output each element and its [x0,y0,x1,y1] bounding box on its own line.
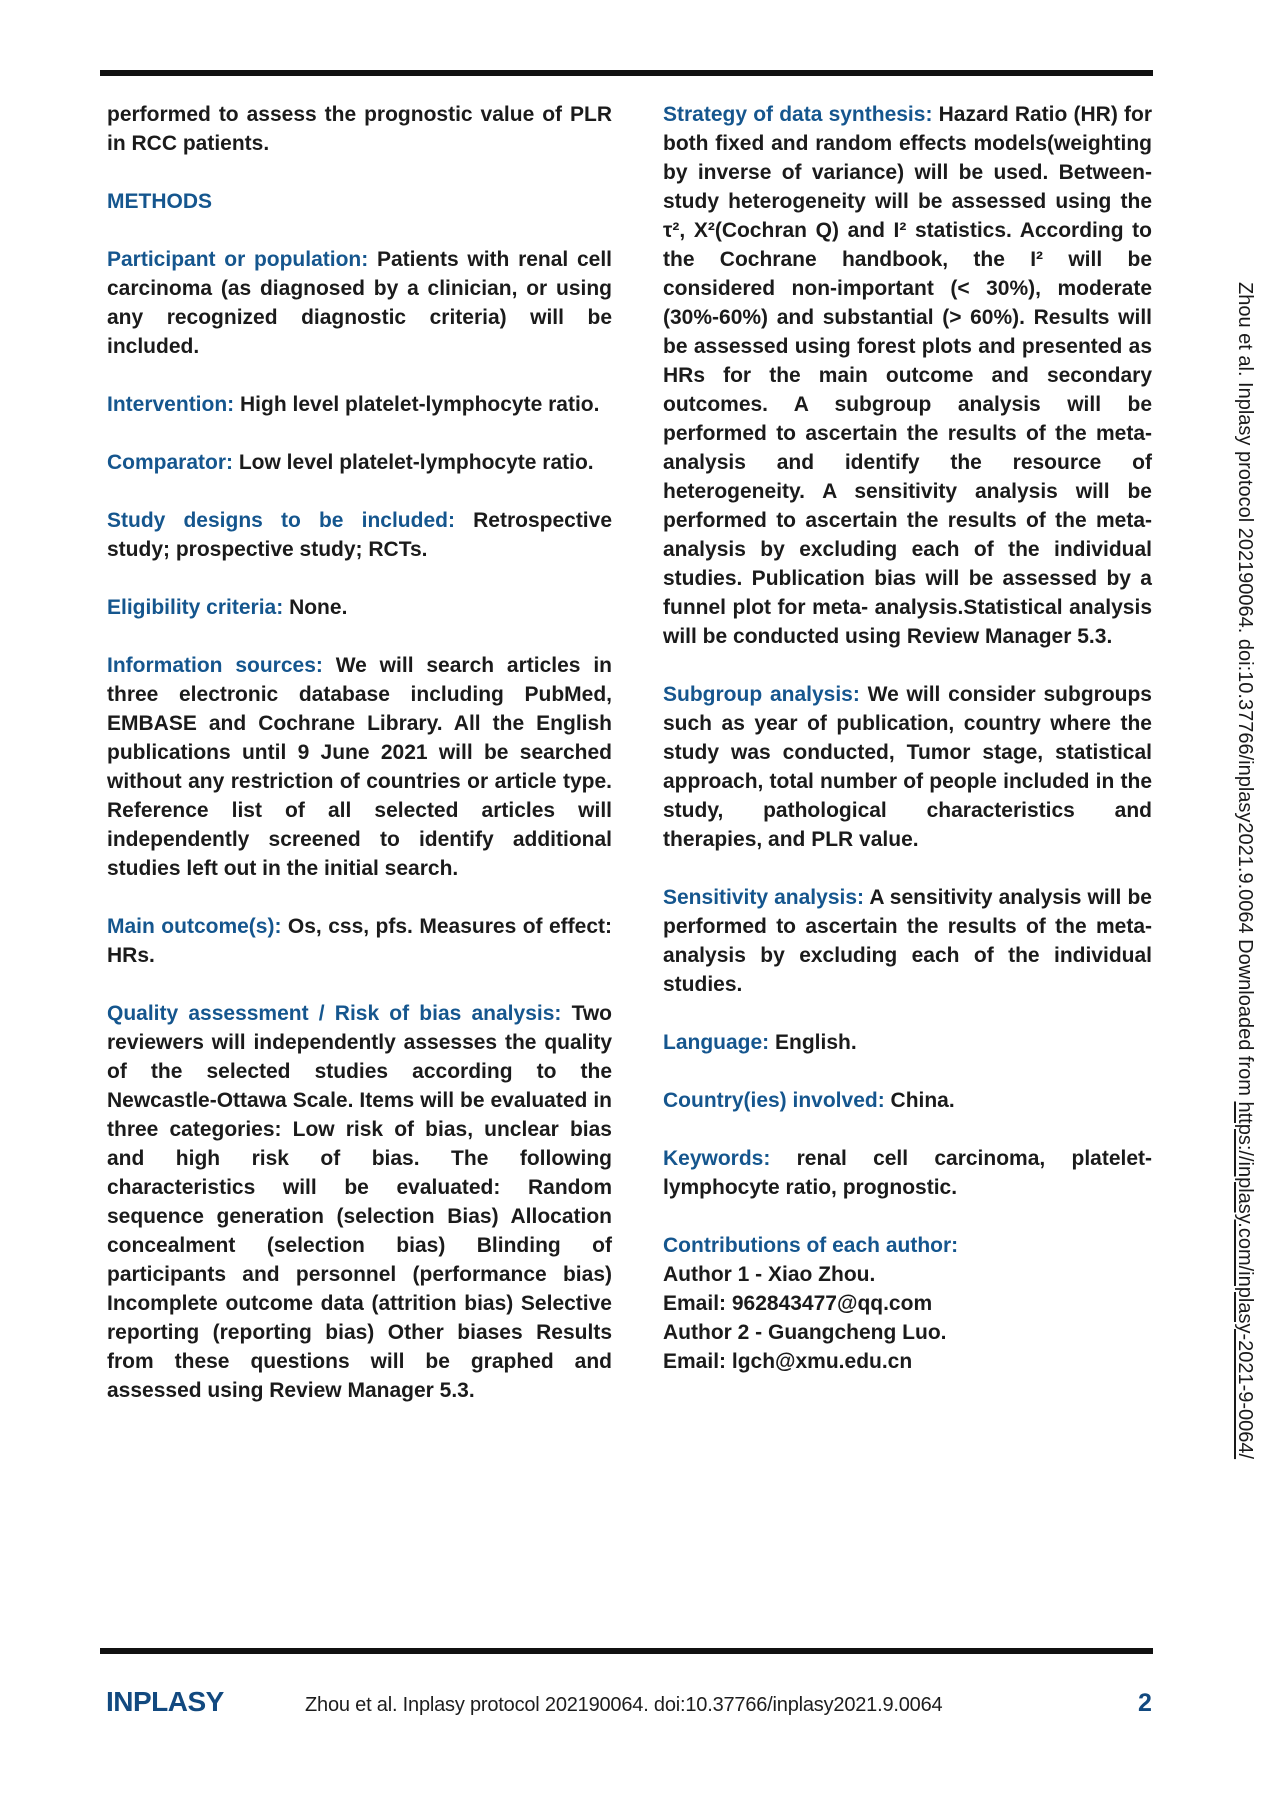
section-text: English. [775,1031,857,1054]
paragraph [663,1231,1152,1376]
section-text: Two reviewers will independently assesses the quality of the selected studies according to the Newcastle-Ottawa Scale. Items will be evaluated in three categories: Low risk of bias, unclear bias and high risk of bias. The following characteristics will be evaluated: Random sequence generation (selection Bias) Allocation concealment (selection bias) Blinding of participants and personnel (performance bias) Incomplete outcome data (attrition bias) Selective reporting (reporting bias) Other biases Results from these questions will be graphed and assessed using Review Manager 5.3. [107,1002,612,1402]
paragraph [663,1086,1152,1115]
paragraph [107,912,612,970]
right-column [663,100,1152,1405]
section-text: China. [890,1089,955,1112]
paragraph [663,100,1152,651]
section-heading: Strategy of data synthesis: [663,103,939,126]
author-line: Author 2 - Guangcheng Luo. [663,1321,947,1344]
section-text: High level platelet-lymphocyte ratio. [240,393,600,416]
inplasy-logo: INPLASY [106,1686,224,1717]
sidebar-citation [1233,282,1257,1612]
section-heading: METHODS [107,190,212,213]
paragraph [107,187,612,216]
section-text: None. [289,596,348,619]
paragraph [107,506,612,564]
page-number: 2 [1138,1689,1152,1717]
section-heading: Main outcome(s): [107,915,288,938]
section-heading: Contributions of each author: [663,1234,959,1257]
section-heading: Language: [663,1031,776,1054]
left-column [107,100,612,1434]
section-heading: Subgroup analysis: [663,683,868,706]
section-text: performed to assess the prognostic value of PLR in RCC patients. [107,103,612,155]
section-text: Low level platelet-lymphocyte ratio. [238,451,594,474]
section-heading: Keywords: [663,1147,797,1170]
paragraph [663,1028,1152,1057]
paragraph [107,999,612,1405]
section-text: Os, css, pfs. Measures of effect: HRs. [107,915,612,967]
sidebar-citation-link[interactable]: https://inplasy.com/inplasy-2021-9-0064/ [1234,1101,1256,1460]
section-text: renal cell carcinoma, platelet-lymphocyte ratio, prognostic. [663,1147,1153,1199]
paragraph [663,883,1152,999]
paragraph [107,390,612,419]
section-text: Retrospective study; prospective study; RCTs. [107,509,612,561]
section-heading: Quality assessment / Risk of bias analysis: [107,1002,572,1025]
section-text: We will consider subgroups such as year of publication, country where the study was conducted, Tumor stage, statistical approach, total number of people included in the study, pathological characteristics and therapies, and PLR value. [663,683,1152,851]
paragraph [663,1144,1152,1202]
author-line: Email: 962843477@qq.com [663,1292,933,1315]
footer-citation: Zhou et al. Inplasy protocol 202190064. doi:10.37766/inplasy2021.9.0064 [305,1694,943,1716]
paragraph [107,448,612,477]
author-line: Email: lgch@xmu.edu.cn [663,1350,913,1373]
paragraph [107,100,612,158]
paragraph [663,680,1152,854]
section-heading: Country(ies) involved: [663,1089,891,1112]
section-heading: Comparator: [107,451,239,474]
paragraph [107,651,612,883]
author-line: Author 1 - Xiao Zhou. [663,1263,876,1286]
section-text: We will search articles in three electronic database including PubMed, EMBASE and Cochrane Library. All the English publications until 9 June 2021 will be searched without any restriction of countries or article type. Reference list of all selected articles will independently screened to identify additional studies left out in the initial search. [107,654,612,880]
section-heading: Study designs to be included: [107,509,474,532]
top-rule [100,70,1153,76]
section-heading: Intervention: [107,393,241,416]
section-text: Patients with renal cell carcinoma (as diagnosed by a clinician, or using any recognized diagnostic criteria) will be included. [107,248,612,358]
section-text: Hazard Ratio (HR) for both fixed and random effects models(weighting by inverse of variance) will be used. Between-study heterogeneity will be assessed using the τ², X²(Cochran Q) and I² statistics. According to the Cochrane handbook, the I² will be considered non-important (< 30%), moderate (30%-60%) and substantial (> 60%). Results will be assessed using forest plots and presented as HRs for the main outcome and secondary outcomes. A subgroup analysis will be performed to ascertain the results of the meta-analysis and identify the resource of heterogeneity. A sensitivity analysis will be performed to ascertain the results of the meta-analysis by excluding each of the individual studies. Publication bias will be assessed by a funnel plot for meta- analysis.Statistical analysis will be conducted using Review Manager 5.3. [663,103,1152,648]
sidebar-citation-text: Zhou et al. Inplasy protocol 202190064. doi:10.37766/inplasy2021.9.0064 Downloaded from [1234,282,1256,1102]
paragraph [107,245,612,361]
section-heading: Information sources: [107,654,336,677]
section-heading: Sensitivity analysis: [663,886,870,909]
bottom-rule [100,1648,1153,1654]
section-heading: Eligibility criteria: [107,596,290,619]
section-heading: Participant or population: [107,248,377,271]
paragraph [107,593,612,622]
section-text: A sensitivity analysis will be performed to ascertain the results of the meta-analysis by excluding each of the individual studies. [663,886,1152,996]
